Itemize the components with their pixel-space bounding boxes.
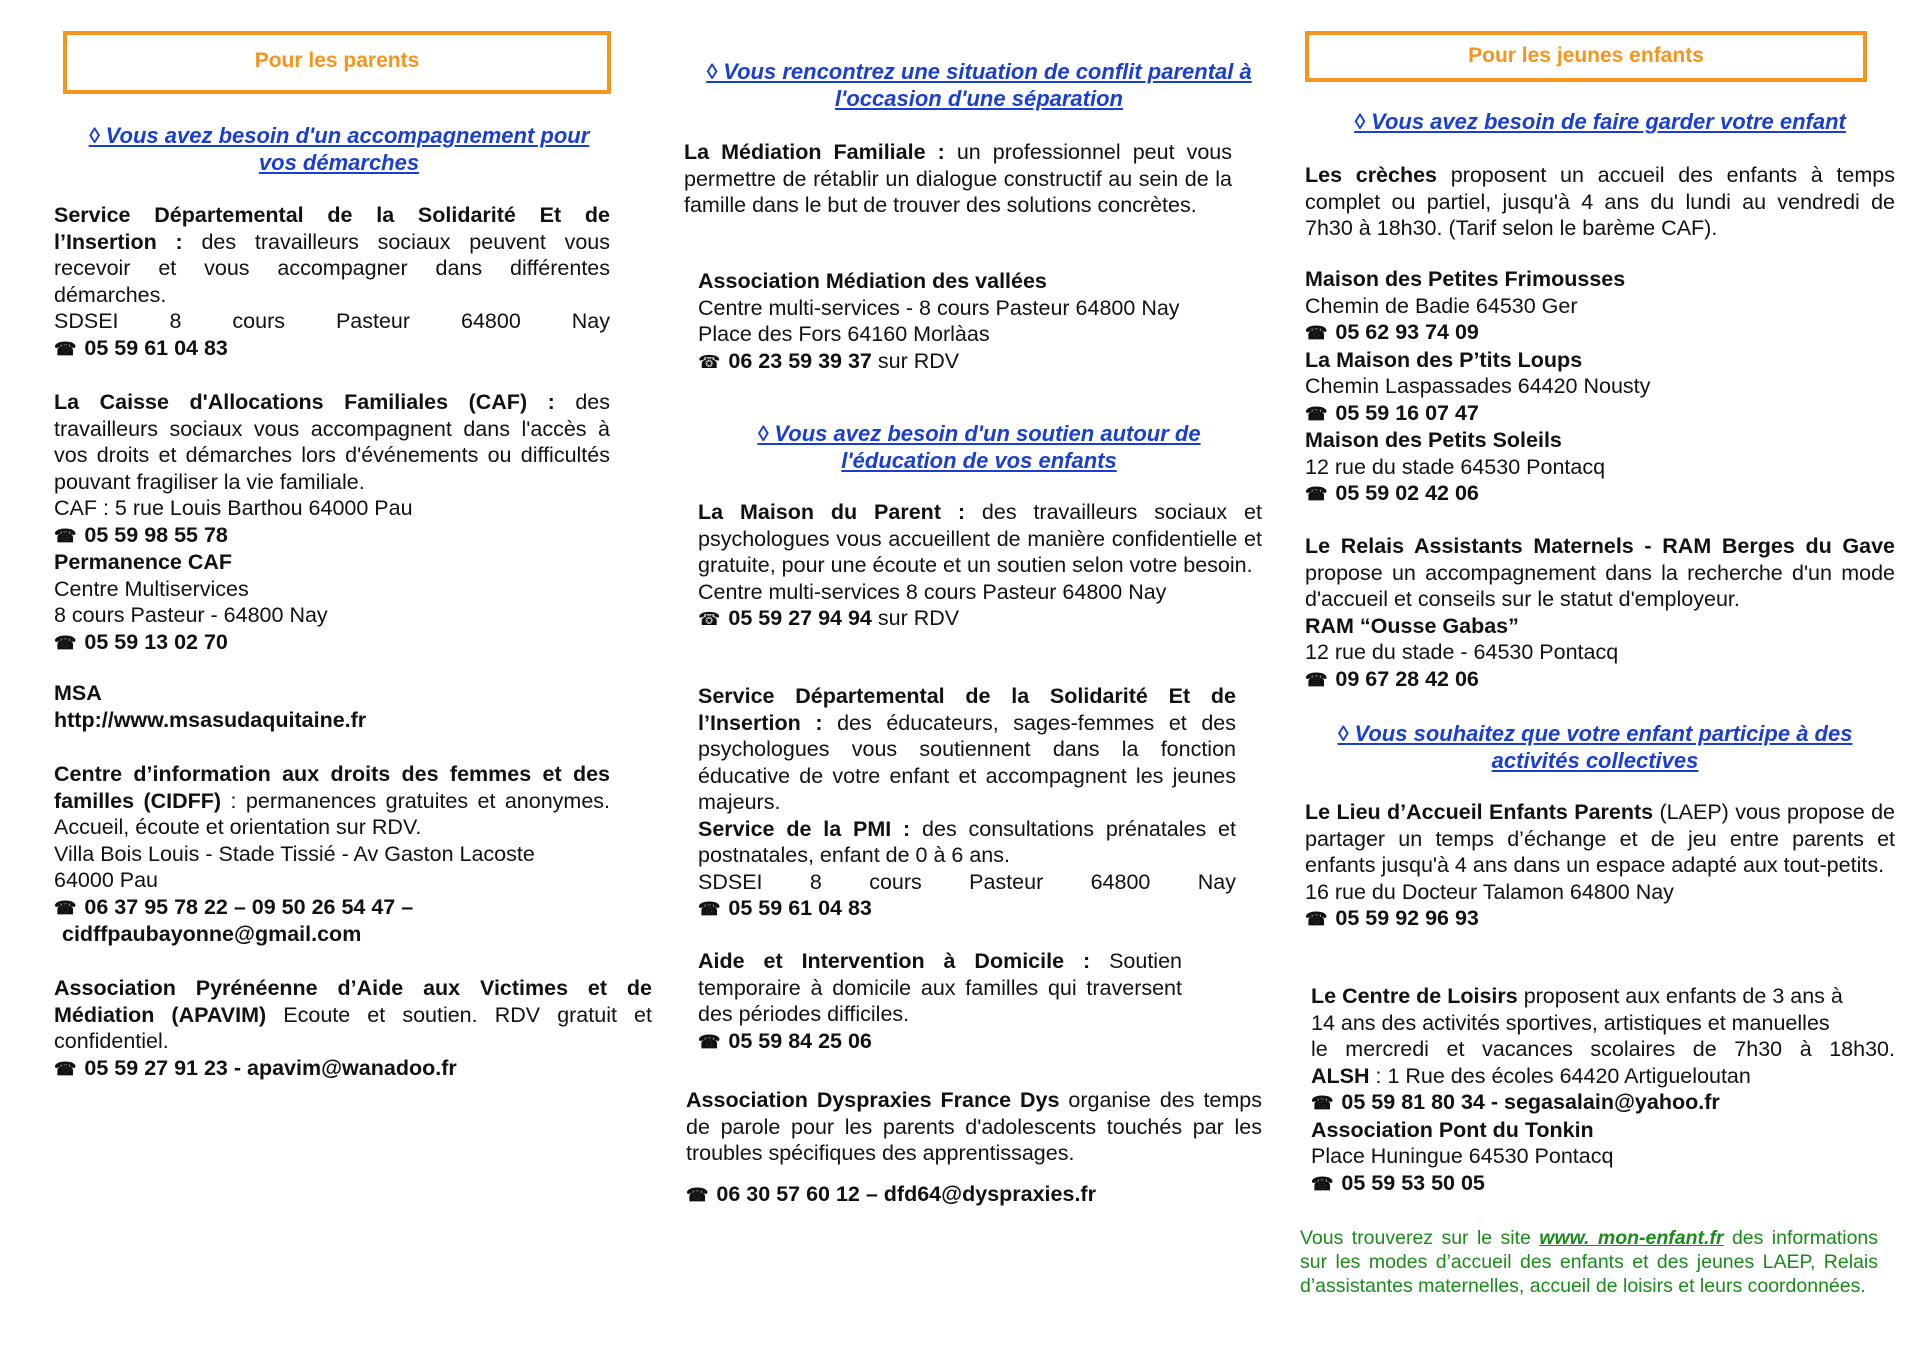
block-title: Centre d’information aux droits des femmes et des familles (CIDFF) <box>54 762 610 813</box>
phone-line[interactable]: ☎ 05 62 93 74 09 <box>1305 319 1895 347</box>
phone-line[interactable]: ☎ 06 30 57 60 12 – dfd64@dyspraxies.fr <box>686 1181 1262 1209</box>
phone-line[interactable]: ☎ 06 23 59 39 37 sur RDV <box>698 348 1238 376</box>
block-apavim: Association Pyrénéenne d’Aide aux Victimes et de Médiation (APAVIM) Ecoute et soutien. RDV gratuit et confidentiel. ☎ 05 59 27 91 23 - apavim@wanadoo.fr <box>54 975 652 1082</box>
block-msa <box>54 680 610 733</box>
block-title: Le Lieu d’Accueil Enfants Parents <box>1305 800 1654 824</box>
phone-line[interactable]: ☎ 05 59 84 25 06 <box>698 1028 1182 1056</box>
block-title: ALSH <box>1311 1063 1370 1088</box>
phone-icon: ☎ <box>686 1184 709 1205</box>
phone-line[interactable]: ☎ 05 59 27 94 94 sur RDV <box>698 605 1262 633</box>
block-mediation: La Médiation Familiale : un professionnel peut vous permettre de rétablir un dialogue constructif au sein de la famille dans le but de trouver des solutions concrètes. <box>684 140 1233 217</box>
phone-icon: ☎ <box>698 1031 721 1052</box>
block-title: Permanence CAF <box>54 550 233 574</box>
block-title: Association Médiation des vallées <box>698 269 1047 293</box>
phone-icon: ☎ <box>698 609 721 629</box>
block-laep: Le Lieu d’Accueil Enfants Parents (LAEP) vous propose de partager un temps d’échange et de jeu entre parents et enfants jusqu'à 4 ans dans un espace adapté aux tout-petits. 16 rue du Docteur Talamon 64800 Nay ☎ 05 59 92 96 93 <box>1305 799 1895 933</box>
block-dyspraxies: Association Dyspraxies France Dys organise des temps de parole pour les parents d'adolescents touchés par les troubles spécifiques des apprentissages. ☎ 06 30 57 60 12 – dfd64@dyspraxies.fr <box>686 1087 1262 1208</box>
phone-line[interactable]: ☎ 06 37 95 78 22 – 09 50 26 54 47 – <box>54 894 610 922</box>
block-title: Le Relais Assistants Maternels - RAM Berges du Gave <box>1305 534 1895 558</box>
block-title: La Maison du Parent : <box>698 500 966 524</box>
block-sdsei: Service Départemental de la Solidarité Et de l’Insertion : des travailleurs sociaux peuvent vous recevoir et vous accompagner dans différentes démarches. SDSEI 8 cours Pasteur 64800 Nay ☎ 05 59 61 04 83 <box>54 202 610 362</box>
link-garde[interactable]: ◊ Vous avez besoin de faire garder votre enfant <box>1354 109 1846 134</box>
block-title: Aide et Intervention à Domicile : <box>698 949 1091 973</box>
phone-line[interactable]: ☎ 05 59 02 42 06 <box>1305 480 1895 508</box>
block-creches-list: Maison des Petites Frimousses Chemin de Badie 64530 Ger ☎ 05 62 93 74 09 La Maison des P’tits Loups Chemin Laspassades 64420 Nousty ☎ 05 59 16 07 47 Maison des Petits Soleils 12 rue du stade 64530 Pontacq ☎ 05 59 02 42 06 <box>1305 266 1895 508</box>
link-activites[interactable]: ◊ Vous souhaitez que votre enfant participe à des activités collectives <box>1337 721 1853 773</box>
phone-icon: ☎ <box>54 1058 77 1079</box>
phone-icon: ☎ <box>54 525 77 546</box>
phone-line[interactable]: ☎ 05 59 61 04 83 <box>54 335 610 363</box>
phone-icon: ☎ <box>1311 1173 1334 1194</box>
phone-icon: ☎ <box>1305 484 1328 504</box>
block-maison-parent: La Maison du Parent : des travailleurs sociaux et psychologues vous accueillent de manière confidentielle et gratuite, pour une écoute et un soutien selon votre besoin. Centre multi-services 8 cours Pasteur 64800 Nay ☎ 05 59 27 94 94 sur RDV <box>698 499 1262 633</box>
phone-line[interactable]: ☎ 05 59 16 07 47 <box>1305 400 1895 428</box>
phone-icon: ☎ <box>1305 323 1328 343</box>
block-title: Maison des Petits Soleils <box>1305 428 1562 452</box>
phone-icon: ☎ <box>54 632 77 653</box>
block-amv: Association Médiation des vallées Centre multi-services - 8 cours Pasteur 64800 Nay Place des Fors 64160 Morlàas ☎ 06 23 59 39 37 sur RDV <box>698 268 1238 375</box>
email-link[interactable]: cidffpaubayonne@gmail.com <box>62 922 362 946</box>
block-cidff: Centre d’information aux droits des femmes et des familles (CIDFF) : permanences gratuites et anonymes. Accueil, écoute et orientation sur RDV. Villa Bois Louis - Stade Tissié - Av Gaston Lacoste 64000 Pau ☎ 06 37 95 78 22 – 09 50 26 54 47 – cidffpaubayonne@gmail.com <box>54 762 611 946</box>
phone-icon: ☎ <box>1305 909 1328 929</box>
block-title: La Maison des P’tits Loups <box>1305 347 1583 372</box>
phone-icon: ☎ <box>698 351 721 372</box>
block-title: Association Dyspraxies France Dys <box>686 1088 1060 1112</box>
block-sdsei-mid: Service Départemental de la Solidarité Et de l’Insertion : des éducateurs, sages-femmes et des psychologues vous soutiennent dans la fonction éducative de votre enfant et accompagnent les jeunes majeurs. Service de la PMI : des consultations prénatales et postnatales, enfant de 0 à 6 ans. SDSEI 8 cours Pasteur 64800 Nay ☎ 05 59 61 04 83 <box>698 683 1236 923</box>
phone-icon: ☎ <box>1311 1093 1334 1113</box>
block-creches: Les crèches proposent un accueil des enfants à temps complet ou partiel, jusqu'à 4 ans du lundi au vendredi de 7h30 à 18h30. (Tarif selon le barème CAF). <box>1305 163 1895 240</box>
block-title: Association Pont du Tonkin <box>1311 1117 1594 1142</box>
block-title: Service Départemental de la Solidarité Et de l’Insertion : <box>698 684 1236 735</box>
mon-enfant-link[interactable]: www. mon-enfant.fr <box>1539 1227 1724 1249</box>
block-title: RAM “Ousse Gabas” <box>1305 613 1519 638</box>
block-title: Les crèches <box>1305 163 1438 187</box>
section-header-parents: Pour les parents <box>63 31 611 94</box>
block-loisirs: Le Centre de Loisirs proposent aux enfants de 3 ans à 14 ans des activités sportives, artistiques et manuelles le mercredi et vacances scolaires de 7h30 à 18h30. ALSH : 1 Rue des écoles 64420 Artigueloutan ☎ 05 59 81 80 34 - segasalain@yahoo.fr Association Pont du Tonkin Place Huningue 64530 Pontacq ☎ 05 59 53 50 05 <box>1311 983 1895 1197</box>
footer-note: Vous trouverez sur le site www. mon-enfant.fr des informations sur les modes d’accueil des enfants et des jeunes LAEP, Relais d’assistantes maternelles, accueil de loisirs et leurs coordonnées. <box>1300 1227 1879 1297</box>
block-title: La Caisse d'Allocations Familiales (CAF) : <box>54 390 555 414</box>
link-conflit[interactable]: ◊ Vous rencontrez une situation de conflit parental à l'occasion d'une séparation <box>706 59 1252 111</box>
phone-line[interactable]: ☎ 05 59 81 80 34 - segasalain@yahoo.fr <box>1311 1089 1895 1117</box>
phone-line[interactable]: ☎ 05 59 27 91 23 - apavim@wanadoo.fr <box>54 1055 652 1083</box>
phone-line[interactable]: ☎ 05 59 61 04 83 <box>698 895 1236 923</box>
block-aide-domicile: Aide et Intervention à Domicile : Soutien temporaire à domicile aux familles qui traversent des périodes difficiles. ☎ 05 59 84 25 06 <box>698 948 1182 1055</box>
phone-line[interactable]: ☎ 09 67 28 42 06 <box>1305 666 1895 694</box>
phone-line[interactable]: ☎ 05 59 53 50 05 <box>1311 1170 1895 1198</box>
link-education[interactable]: ◊ Vous avez besoin d'un soutien autour de l'éducation de vos enfants <box>757 421 1201 473</box>
block-caf: La Caisse d'Allocations Familiales (CAF) : des travailleurs sociaux vous accompagnent dans l'accès à vos droits et démarches lors d'événements ou difficultés pouvant fragiliser la vie familiale. CAF : 5 rue Louis Barthou 64000 Pau ☎ 05 59 98 55 78 Permanence CAF Centre Multiservices 8 cours Pasteur - 64800 Nay ☎ 05 59 13 02 70 <box>54 389 610 656</box>
phone-line[interactable]: ☎ 05 59 98 55 78 <box>54 522 610 550</box>
block-title: Association Pyrénéenne d’Aide aux Victimes et de Médiation (APAVIM) <box>54 976 652 1027</box>
phone-icon: ☎ <box>54 897 77 918</box>
phone-line[interactable]: ☎ 05 59 92 96 93 <box>1305 905 1895 933</box>
msa-url[interactable]: http://www.msasudaquitaine.fr <box>54 707 367 732</box>
block-title: Maison des Petites Frimousses <box>1305 267 1626 291</box>
block-title: La Médiation Familiale : <box>684 140 945 164</box>
phone-icon: ☎ <box>1305 403 1328 424</box>
block-title: Service Départemental de la Solidarité Et de l’Insertion : <box>54 203 610 254</box>
phone-line[interactable]: ☎ 05 59 13 02 70 <box>54 629 610 657</box>
block-ram: Le Relais Assistants Maternels - RAM Berges du Gave propose un accompagnement dans la recherche d'un mode d'accueil et conseils sur le statut d'employeur. RAM “Ousse Gabas” 12 rue du stade - 64530 Pontacq ☎ 09 67 28 42 06 <box>1305 533 1895 693</box>
block-title: Service de la PMI : <box>698 816 911 841</box>
phone-icon: ☎ <box>1305 669 1328 690</box>
phone-icon: ☎ <box>698 899 721 919</box>
block-title: Le Centre de Loisirs <box>1311 984 1518 1008</box>
phone-icon: ☎ <box>54 338 77 359</box>
section-header-jeunes-enfants: Pour les jeunes enfants <box>1305 31 1867 82</box>
link-accompagnement[interactable]: ◊ Vous avez besoin d'un accompagnement pour vos démarches <box>88 123 590 175</box>
block-title: MSA <box>54 681 102 705</box>
